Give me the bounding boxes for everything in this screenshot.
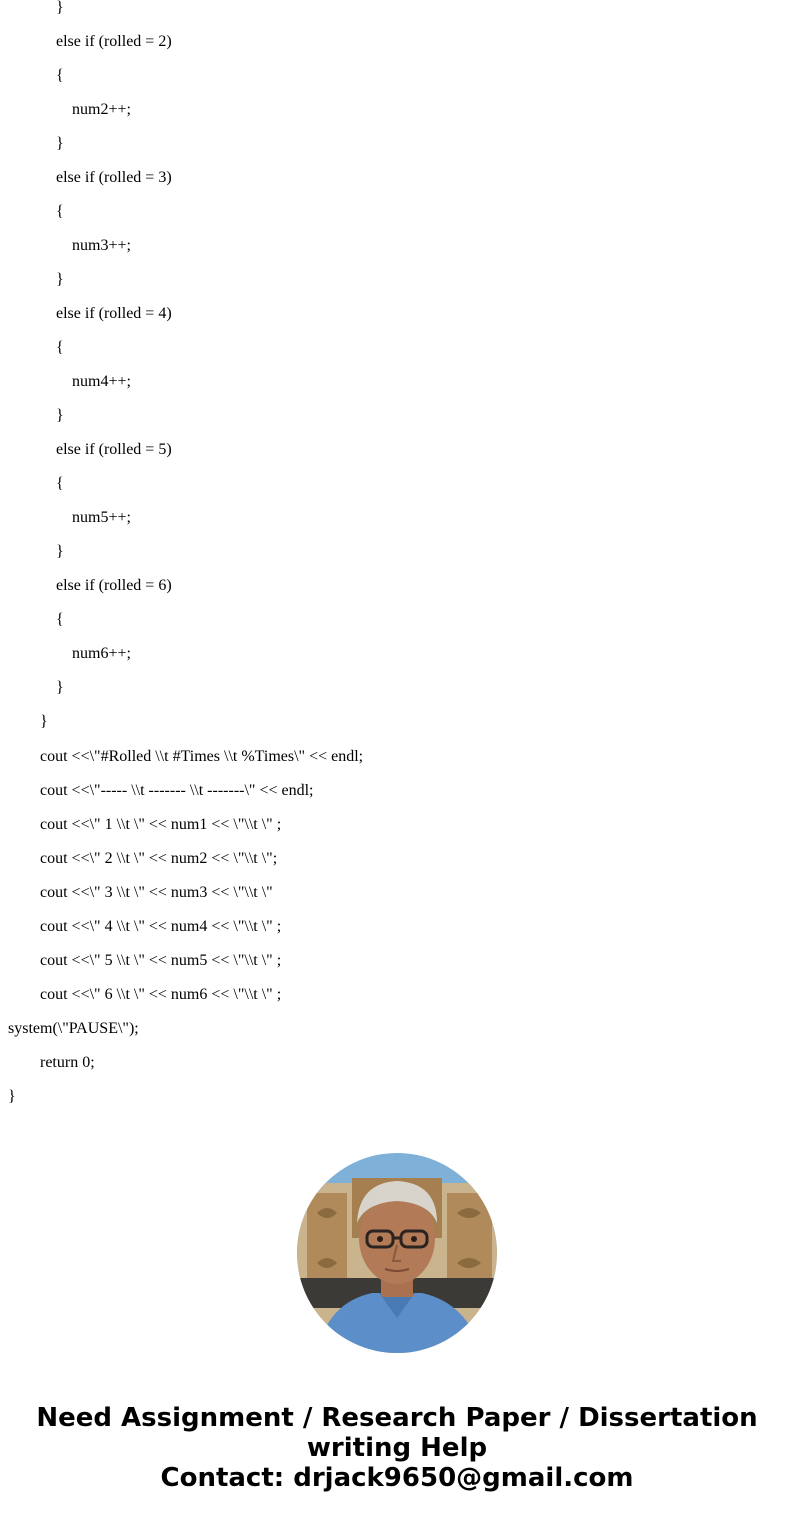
code-line: num2++; (72, 101, 131, 118)
code-line: else if (rolled = 2) (56, 33, 172, 50)
person-photo-icon (297, 1153, 497, 1353)
promo-line-2: writing Help (306, 1433, 488, 1463)
code-line: } (56, 543, 64, 560)
code-line: cout <<\" 2 \\t \" << num2 << \"\\t \"; (40, 850, 278, 867)
code-line: } (56, 135, 64, 152)
code-line: } (56, 271, 64, 288)
code-line: return 0; (40, 1054, 95, 1071)
code-line: cout <<\" 5 \\t \" << num5 << \"\\t \" ; (40, 952, 282, 969)
code-line: { (56, 339, 64, 356)
code-line: } (8, 1088, 16, 1105)
code-line: num4++; (72, 373, 131, 390)
promo-line-1: Need Assignment / Research Paper / Dissertation (36, 1403, 758, 1433)
code-line: { (56, 67, 64, 84)
code-line: cout <<\" 3 \\t \" << num3 << \"\\t \" (40, 884, 273, 901)
code-line: system(\"PAUSE\"); (8, 1020, 139, 1037)
code-line: } (56, 679, 64, 696)
code-line: num3++; (72, 237, 131, 254)
code-line: cout <<\" 6 \\t \" << num6 << \"\\t \" ; (40, 986, 282, 1003)
code-line: cout <<\"----- \\t ------- \\t -------\" << endl; (40, 782, 314, 799)
code-line: else if (rolled = 5) (56, 441, 172, 458)
code-line: cout <<\" 4 \\t \" << num4 << \"\\t \" ; (40, 918, 282, 935)
code-line: else if (rolled = 3) (56, 169, 172, 186)
code-line: } (56, 407, 64, 424)
code-line: else if (rolled = 4) (56, 305, 172, 322)
code-line: { (56, 611, 64, 628)
code-line: { (56, 475, 64, 492)
code-line: else if (rolled = 6) (56, 577, 172, 594)
code-line: cout <<\" 1 \\t \" << num1 << \"\\t \" ; (40, 816, 282, 833)
code-line: } (40, 713, 48, 730)
code-line: num6++; (72, 645, 131, 662)
promo-banner (0, 1403, 794, 1493)
contact-line: Contact: drjack9650@gmail.com (160, 1463, 634, 1493)
author-photo (297, 1153, 497, 1353)
code-line: { (56, 203, 64, 220)
code-line: num5++; (72, 509, 131, 526)
code-line: cout <<\"#Rolled \\t #Times \\t %Times\" << endl; (40, 748, 364, 765)
code-line: } (56, 0, 64, 16)
